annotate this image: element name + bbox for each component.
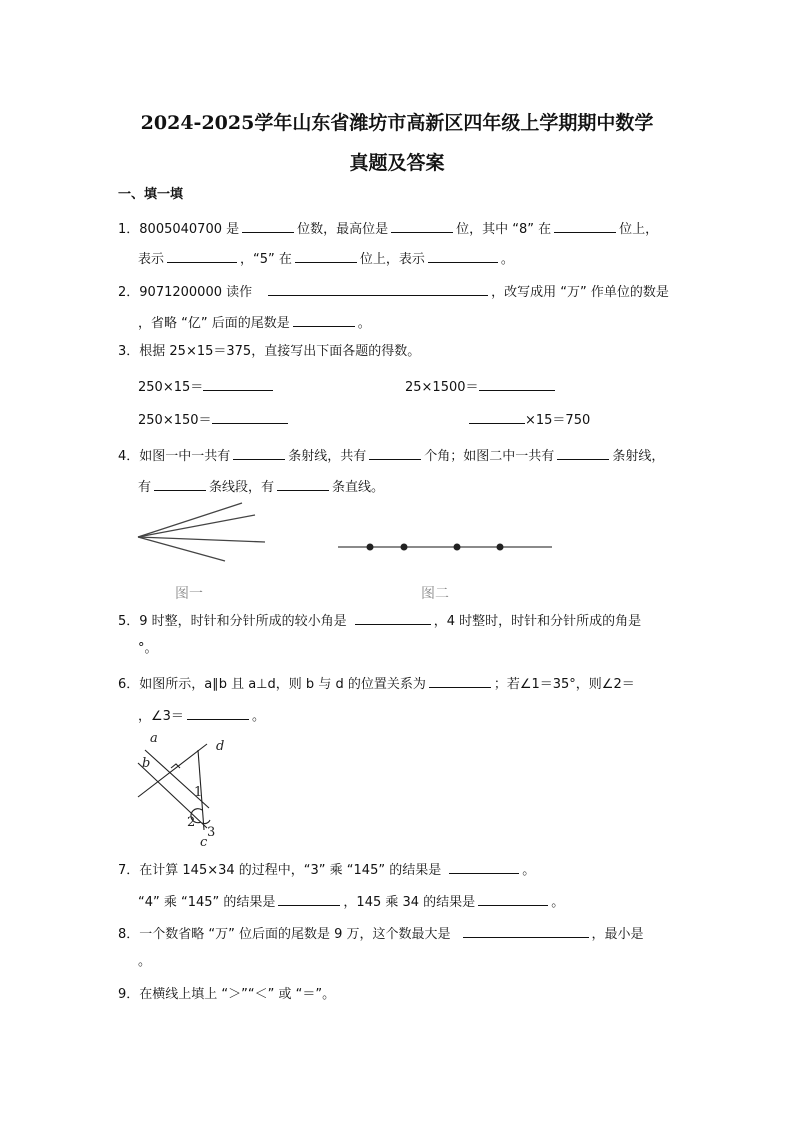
text: 7．在计算 145×34 的过程中，“3” 乘 “145” 的结果是 bbox=[118, 863, 442, 878]
text: 250×15＝ bbox=[138, 380, 204, 395]
text: 位，其中 “8” 在 bbox=[456, 222, 552, 237]
text: 5．9 时整，时针和分针所成的较小角是 bbox=[118, 614, 347, 629]
answer-blank[interactable] bbox=[429, 673, 491, 688]
q3-item-3 bbox=[138, 409, 288, 430]
answer-blank[interactable] bbox=[463, 923, 589, 938]
text: ，4 时整时，时针和分针所成的角是 bbox=[433, 614, 642, 629]
figure-2-caption: 图二 bbox=[421, 586, 449, 602]
answer-blank[interactable] bbox=[187, 705, 249, 720]
question-5-cont: °。 bbox=[138, 641, 158, 656]
text: 2．9071200000 读作 bbox=[118, 285, 253, 300]
question-2-cont bbox=[138, 312, 371, 333]
text: 位上， bbox=[619, 222, 659, 237]
question-1-cont bbox=[138, 248, 514, 269]
answer-blank[interactable] bbox=[268, 281, 488, 296]
answer-blank[interactable] bbox=[469, 409, 525, 424]
text: 。 bbox=[251, 709, 265, 724]
figure-1-rays bbox=[130, 495, 280, 595]
text: 。 bbox=[500, 252, 514, 267]
section-heading: 一、填一填 bbox=[118, 187, 184, 202]
label-d: d bbox=[216, 739, 225, 754]
text: 条线段，有 bbox=[209, 480, 275, 495]
question-8-cont: 。 bbox=[138, 954, 152, 969]
answer-blank[interactable] bbox=[557, 445, 609, 460]
label-1: 1 bbox=[194, 785, 203, 800]
text: 。 bbox=[522, 863, 536, 878]
text: 6．如图所示，a∥b 且 a⊥d，则 b 与 d 的位置关系为 bbox=[118, 677, 426, 692]
question-6-cont bbox=[138, 705, 265, 726]
text: ，最小是 bbox=[591, 927, 644, 942]
answer-blank[interactable] bbox=[478, 891, 548, 906]
doc-title-line1: 2024-2025学年山东省潍坊市高新区四年级上学期期中数学 bbox=[140, 112, 654, 134]
text: 有 bbox=[138, 480, 152, 495]
label-3: 3 bbox=[207, 825, 216, 840]
question-4-cont bbox=[138, 476, 384, 497]
question-3: 3．根据 25×15＝375，直接写出下面各题的得数。 bbox=[118, 344, 421, 359]
text: 8．一个数省略 “万” 位后面的尾数是 9 万，这个数最大是 bbox=[118, 927, 451, 942]
text: ，“5” 在 bbox=[240, 252, 292, 267]
question-7 bbox=[118, 859, 535, 880]
text: ×15＝750 bbox=[525, 413, 591, 428]
text: ，省略 “亿” 后面的尾数是 bbox=[138, 316, 290, 331]
answer-blank[interactable] bbox=[479, 376, 555, 391]
text: 1．8005040700 是 bbox=[118, 222, 240, 237]
question-5 bbox=[118, 610, 641, 631]
q3-item-2 bbox=[405, 376, 555, 397]
text: 条射线， bbox=[612, 449, 665, 464]
label-c: c bbox=[200, 835, 208, 848]
text: 位上，表示 bbox=[359, 252, 425, 267]
text: 。 bbox=[551, 895, 565, 910]
text: 250×150＝ bbox=[138, 413, 212, 428]
question-2 bbox=[118, 281, 669, 302]
text: ，∠3＝ bbox=[138, 709, 184, 724]
q3-item-4 bbox=[469, 409, 590, 430]
figure-1-caption: 图一 bbox=[175, 586, 203, 602]
answer-blank[interactable] bbox=[212, 409, 288, 424]
answer-blank[interactable] bbox=[167, 248, 237, 263]
figure-2-line-points bbox=[330, 535, 560, 559]
text: 个角；如图二中一共有 bbox=[424, 449, 555, 464]
question-8 bbox=[118, 923, 644, 944]
text: 位数，最高位是 bbox=[297, 222, 389, 237]
answer-blank[interactable] bbox=[277, 476, 329, 491]
label-a: a bbox=[150, 731, 158, 746]
answer-blank[interactable] bbox=[428, 248, 498, 263]
question-9: 9．在横线上填上 “＞”“＜” 或 “＝”。 bbox=[118, 987, 336, 1002]
text: 条射线，共有 bbox=[288, 449, 367, 464]
question-4 bbox=[118, 445, 664, 466]
answer-blank[interactable] bbox=[391, 218, 453, 233]
question-7-cont bbox=[138, 891, 564, 912]
label-2: 2 bbox=[187, 815, 196, 830]
text: ；若∠1＝35°，则∠2＝ bbox=[493, 677, 635, 692]
question-1 bbox=[118, 218, 658, 239]
text: ，改写成用 “万” 作单位的数是 bbox=[491, 285, 669, 300]
answer-blank[interactable] bbox=[278, 891, 340, 906]
answer-blank[interactable] bbox=[154, 476, 206, 491]
text: 4．如图一中一共有 bbox=[118, 449, 231, 464]
doc-title-line2: 真题及答案 bbox=[349, 152, 445, 174]
question-6 bbox=[118, 673, 635, 694]
text: 。 bbox=[357, 316, 371, 331]
answer-blank[interactable] bbox=[233, 445, 285, 460]
answer-blank[interactable] bbox=[449, 859, 519, 874]
text: ，145 乘 34 的结果是 bbox=[343, 895, 476, 910]
answer-blank[interactable] bbox=[203, 376, 273, 391]
answer-blank[interactable] bbox=[369, 445, 421, 460]
answer-blank[interactable] bbox=[355, 610, 431, 625]
text: 条直线。 bbox=[332, 480, 385, 495]
label-b: b bbox=[142, 756, 151, 771]
figure-parallel-lines bbox=[130, 730, 230, 848]
q3-item-1 bbox=[138, 376, 273, 397]
answer-blank[interactable] bbox=[295, 248, 357, 263]
answer-blank[interactable] bbox=[293, 312, 355, 327]
answer-blank[interactable] bbox=[242, 218, 294, 233]
text: “4” 乘 “145” 的结果是 bbox=[138, 895, 276, 910]
text: 25×1500＝ bbox=[405, 380, 479, 395]
answer-blank[interactable] bbox=[554, 218, 616, 233]
text: 表示 bbox=[138, 252, 165, 267]
